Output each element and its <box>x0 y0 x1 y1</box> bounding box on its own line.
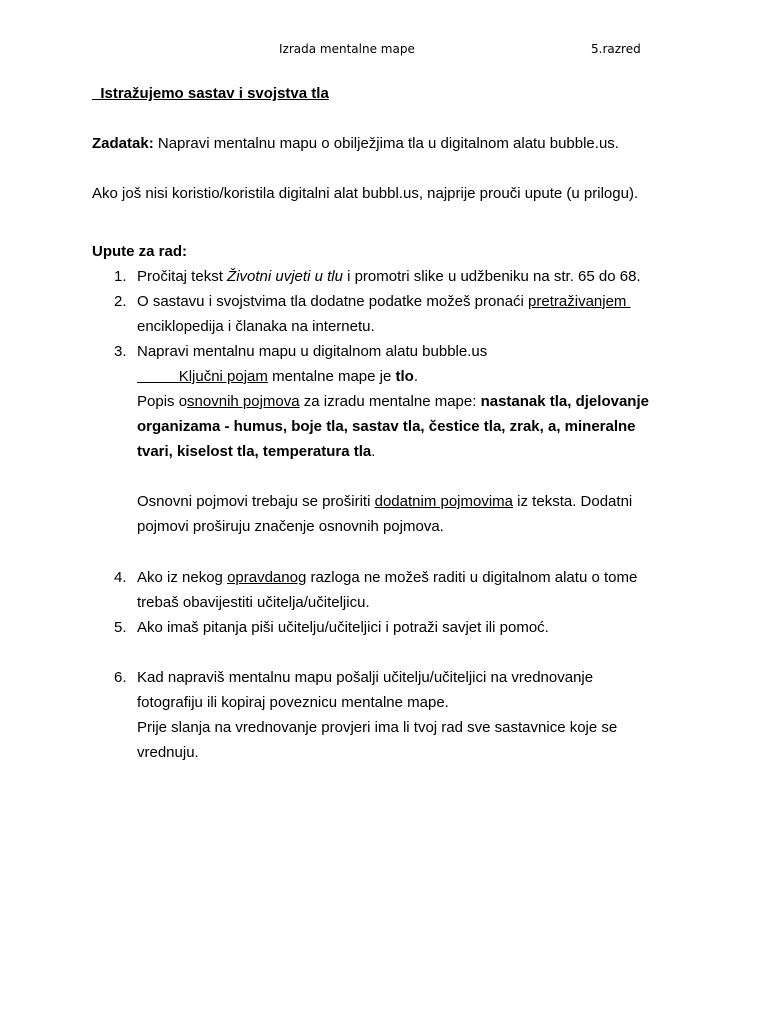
item-3-popis-underlined: snovnih pojmova <box>187 393 300 410</box>
item-3-osn-pre: Osnovni pojmovi trebaju se proširiti <box>137 493 375 510</box>
item-3-key-end: . <box>413 368 418 385</box>
item-4-post: razloga ne možeš raditi u digitalnom alatu o tome <box>306 569 638 586</box>
item-3-key-post: mentalne mape je <box>267 368 396 385</box>
item-3-popis-line-1 <box>137 393 649 411</box>
note-line: Ako još nisi koristio/koristila digitalni alat bubbl.us, najprije prouči upute (u prilogu). <box>92 185 639 202</box>
item-6-number: 6. <box>114 669 127 686</box>
item-2-line-2: enciklopedija i članaka na internetu. <box>137 318 375 335</box>
item-6-line-2: fotografiju ili kopiraj poveznicu mentalne mape. <box>137 694 449 711</box>
item-1-pre: Pročitaj tekst <box>137 268 228 285</box>
item-5-number: 5. <box>114 619 127 636</box>
item-5-text: Ako imaš pitanja piši učitelju/učiteljici i potraži savjet ili pomoć. <box>137 619 549 636</box>
item-3-popis-pre: Popis o <box>137 393 188 410</box>
item-3-osn-underlined: dodatnim pojmovima <box>374 493 514 510</box>
item-3-osnovni-line-2: pojmovi proširuju značenje osnovnih pojmova. <box>137 518 444 535</box>
item-3-popis-end: . <box>371 443 376 460</box>
instructions-heading-text: Upute za rad: <box>92 243 188 260</box>
item-4-pre: Ako iz nekog <box>137 569 228 586</box>
item-6-line-1: Kad napraviš mentalnu mapu pošalji učitelju/učiteljici na vrednovanje <box>137 669 594 686</box>
item-4-number: 4. <box>114 569 127 586</box>
task-text: Napravi mentalnu mapu o obilježjima tla u digitalnom alatu bubble.us. <box>153 135 619 152</box>
item-3-popis-bold-1: nastanak tla, djelovanje <box>480 393 649 410</box>
item-6-line-4: vrednuju. <box>137 744 199 761</box>
item-6-line-3: Prije slanja na vrednovanje provjeri ima li tvoj rad sve sastavnice koje se <box>137 719 618 736</box>
document-title <box>92 85 329 103</box>
item-3-key-term: Ključni pojam <box>178 368 268 385</box>
item-2-number: 2. <box>114 293 127 310</box>
item-3-popis-line-2 <box>137 418 636 436</box>
header-class-label: 5.razred <box>591 42 641 56</box>
task-line <box>92 135 619 153</box>
item-3-key-line <box>137 368 418 386</box>
item-1-text <box>137 268 641 286</box>
item-3-popis-mid: za izradu mentalne mape: <box>299 393 481 410</box>
task-label: Zadatak: <box>92 135 154 152</box>
document-title-text: Istražujemo sastav i svojstva tla <box>100 85 329 102</box>
item-4-line-1 <box>137 569 637 587</box>
item-3-osn-post: iz teksta. Dodatni <box>513 493 633 510</box>
item-2-line-1 <box>137 293 631 311</box>
item-1-number: 1. <box>114 268 127 285</box>
item-2-underlined: pretraživanjem <box>528 293 627 310</box>
header-title: Izrada mentalne mape <box>279 42 415 56</box>
item-3-popis-bold-2: organizama - humus, boje tla, sastav tla, čestice tla, zrak, a, mineralne <box>137 418 636 435</box>
item-4-underlined: opravdanog <box>227 569 307 586</box>
item-1-post: i promotri slike u udžbeniku na str. 65 do 68. <box>342 268 641 285</box>
item-3-popis-line-3 <box>137 443 375 461</box>
item-3-line-1: Napravi mentalnu mapu u digitalnom alatu bubble.us <box>137 343 488 360</box>
item-1-italic: Životni uvjeti u tlu <box>227 268 343 285</box>
item-3-key-bold: tlo <box>395 368 414 385</box>
item-2-pre: O sastavu i svojstvima tla dodatne podatke možeš pronaći <box>137 293 529 310</box>
item-3-popis-bold-3: tvari, kiselost tla, temperatura tla <box>137 443 372 460</box>
item-3-osnovni-line-1 <box>137 493 632 511</box>
instructions-heading <box>92 243 187 261</box>
item-3-number: 3. <box>114 343 127 360</box>
item-4-line-2: trebaš obavijestiti učitelja/učiteljicu. <box>137 594 370 611</box>
